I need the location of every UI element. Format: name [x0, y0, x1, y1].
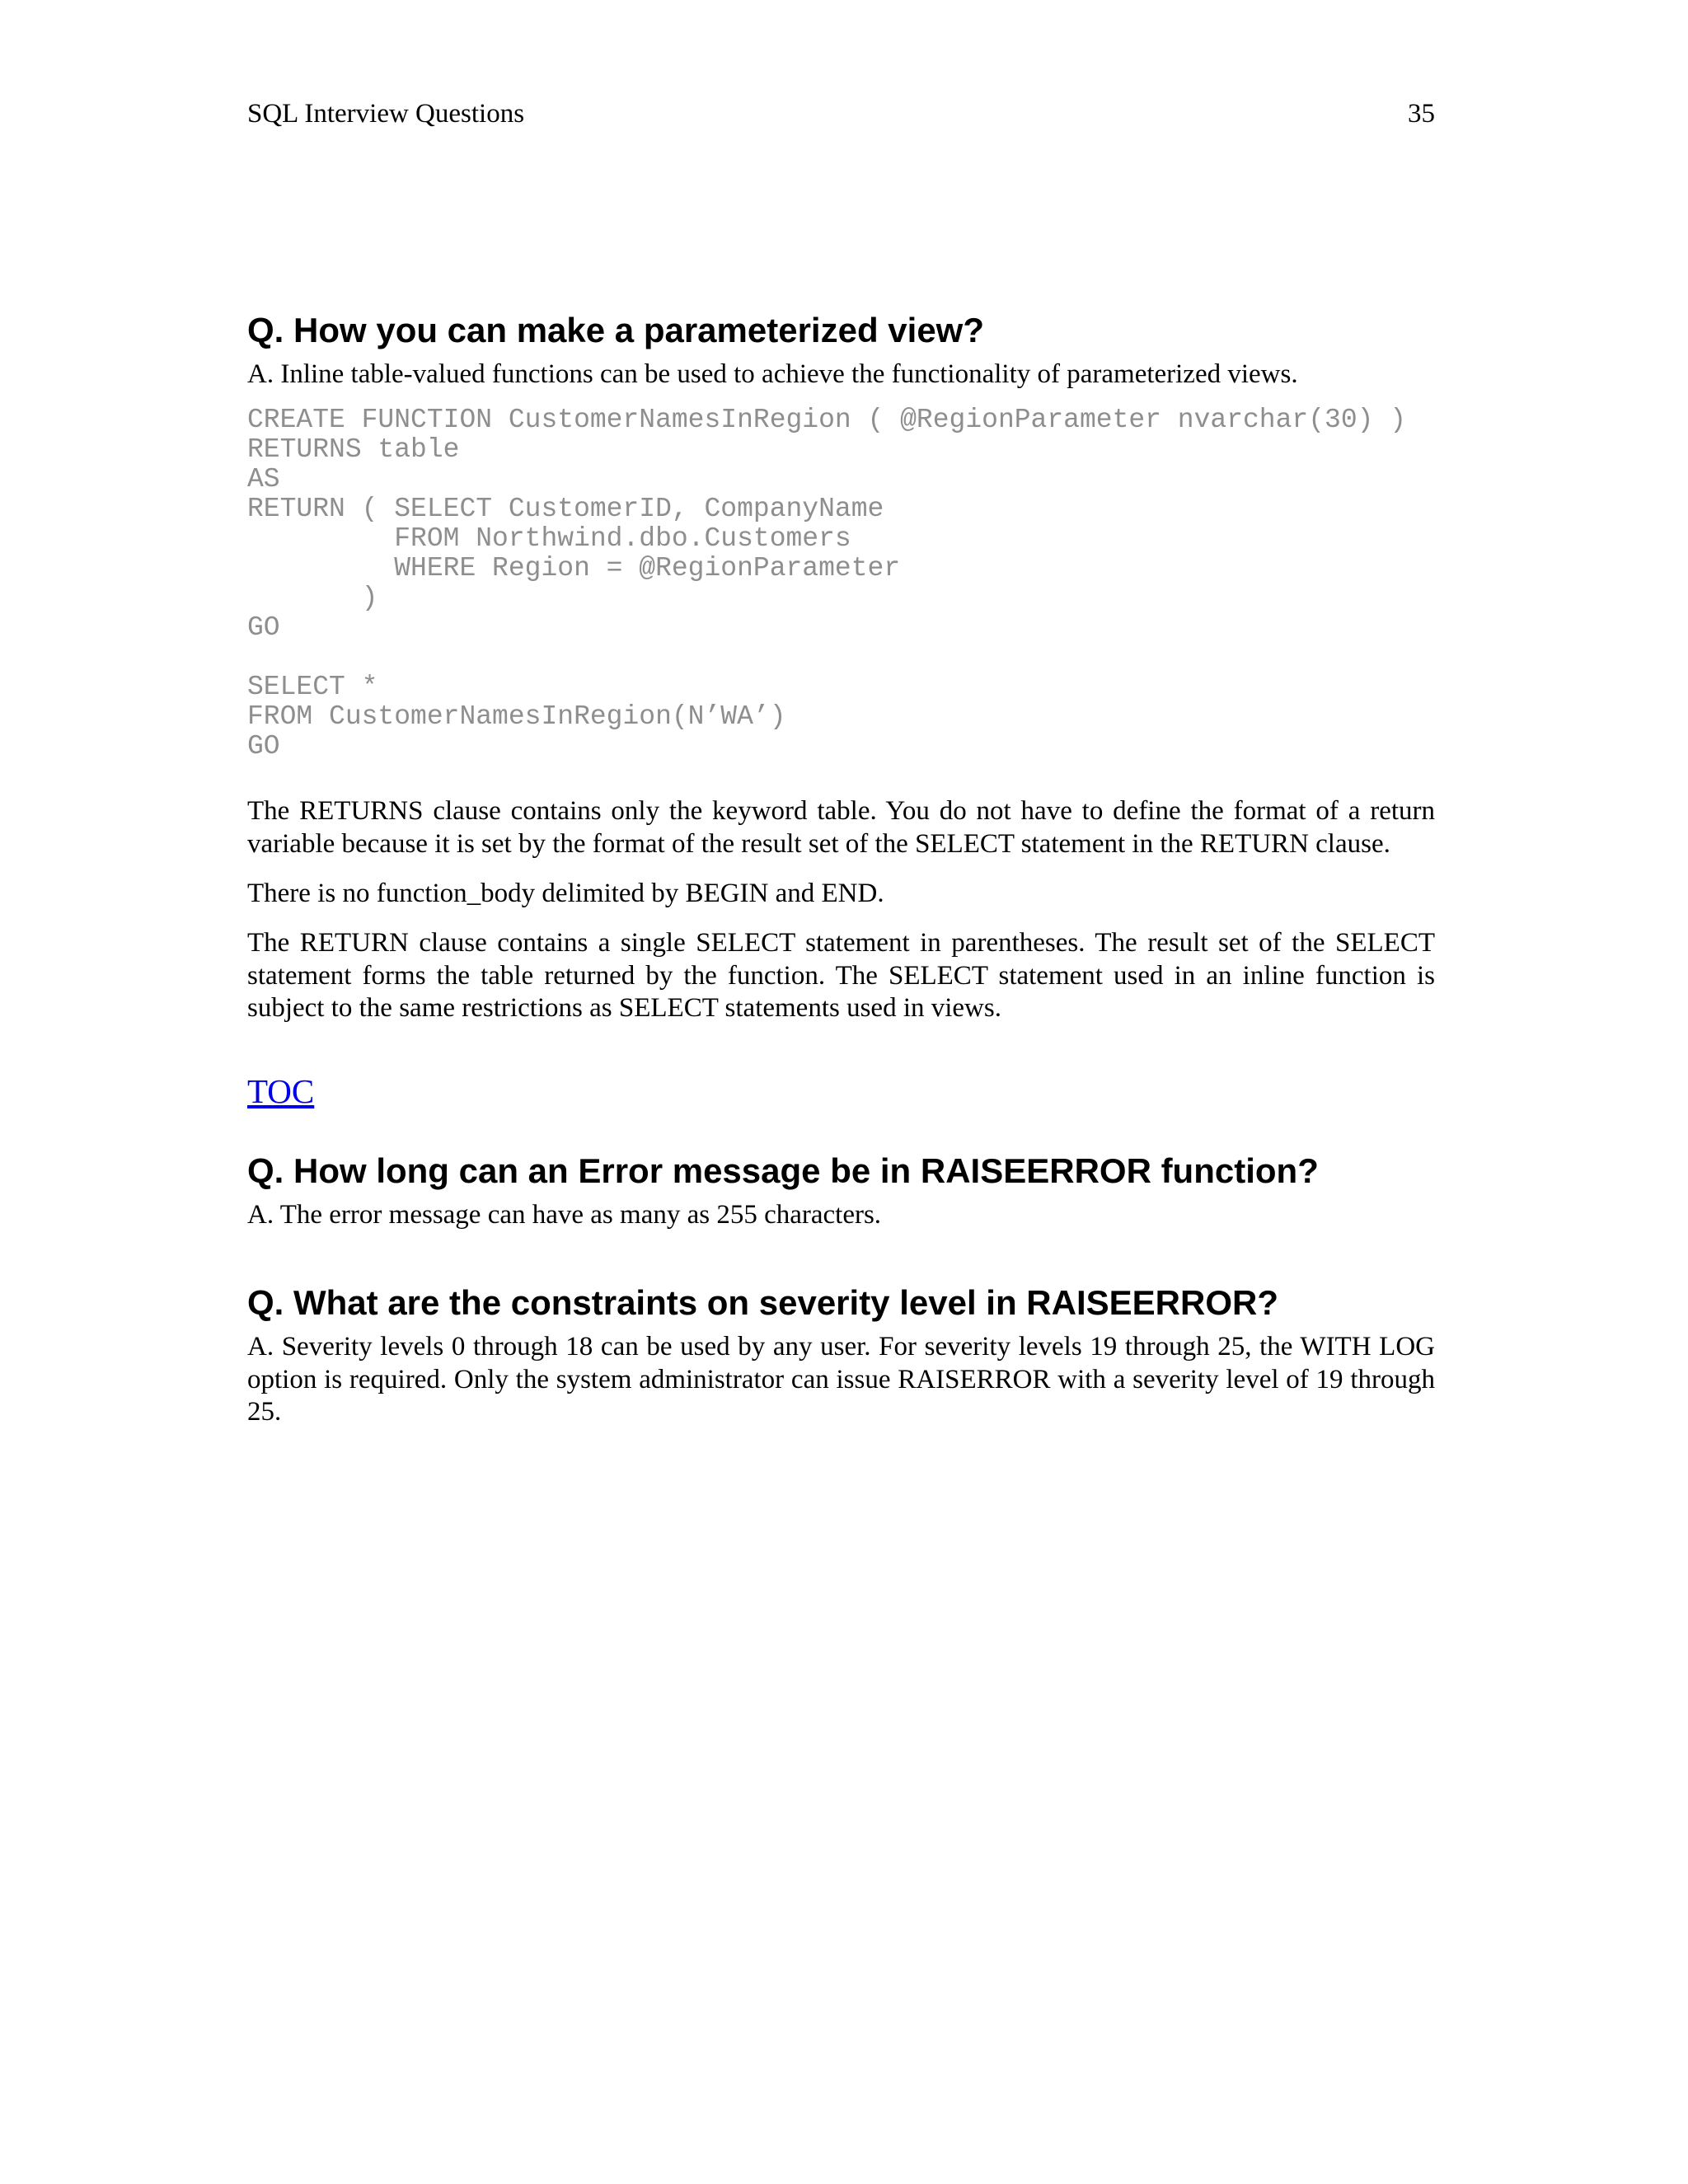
answer-text: A. Inline table-valued functions can be used to achieve the functionality of parameterized views.	[247, 359, 1298, 389]
answer-text: A. Severity levels 0 through 18 can be used by any user. For severity levels 19 through 25, the WITH LOG option is required. Only the system administrator can issue RAISERROR with a severity level of 19 through 25.	[247, 1332, 1435, 1427]
explanation-paragraph: There is no function_body delimited by BEGIN and END.	[247, 879, 884, 908]
explanation-block-2	[247, 878, 1435, 911]
toc-link[interactable]: TOC	[247, 1072, 315, 1110]
question-heading: Q. How long can an Error message be in RAISEERROR function?	[247, 1151, 1319, 1190]
code-line: GO	[247, 731, 280, 762]
code-line: FROM CustomerNamesInRegion(N’WA’)	[247, 701, 786, 732]
running-header-title: SQL Interview Questions	[247, 99, 525, 129]
code-line: GO	[247, 612, 280, 643]
code-line: FROM Northwind.dbo.Customers	[247, 523, 851, 554]
explanation-block-3	[247, 927, 1435, 1025]
answer-block-2	[247, 1199, 1435, 1232]
question-heading: Q. What are the constraints on severity level in RAISEERROR?	[247, 1283, 1278, 1322]
code-line: WHERE Region = @RegionParameter	[247, 553, 901, 583]
answer-text: A. The error message can have as many as 255 characters.	[247, 1200, 882, 1230]
explanation-paragraph: The RETURN clause contains a single SELECT statement in parentheses. The result set of the SELECT statement forms the table returned by the function. The SELECT statement used in an inline function is subject to the same restrictions as SELECT statements used in views.	[247, 928, 1435, 1023]
code-line: SELECT *	[247, 672, 378, 702]
code-line: AS	[247, 464, 280, 494]
code-line: CREATE FUNCTION CustomerNamesInRegion ( @RegionParameter nvarchar(30) )	[247, 405, 1407, 435]
question-section-1	[247, 309, 1435, 352]
code-line: )	[247, 583, 378, 613]
explanation-block-1	[247, 795, 1435, 860]
page-number: 35	[1408, 99, 1435, 129]
answer-block-3	[247, 1331, 1435, 1429]
explanation-paragraph: The RETURNS clause contains only the keyword table. You do not have to define the format of a return variable because it is set by the format of the result set of the SELECT statement in the RETURN clause.	[247, 796, 1435, 859]
code-line: RETURN ( SELECT CustomerID, CompanyName	[247, 494, 884, 524]
code-line: RETURNS table	[247, 434, 460, 465]
question-section-2	[247, 1150, 1435, 1193]
code-block	[247, 405, 1435, 762]
toc-link-container	[247, 1071, 1435, 1111]
question-section-3	[247, 1282, 1435, 1324]
answer-block-1	[247, 359, 1435, 391]
code-line	[247, 643, 1435, 673]
question-heading: Q. How you can make a parameterized view?	[247, 311, 984, 349]
